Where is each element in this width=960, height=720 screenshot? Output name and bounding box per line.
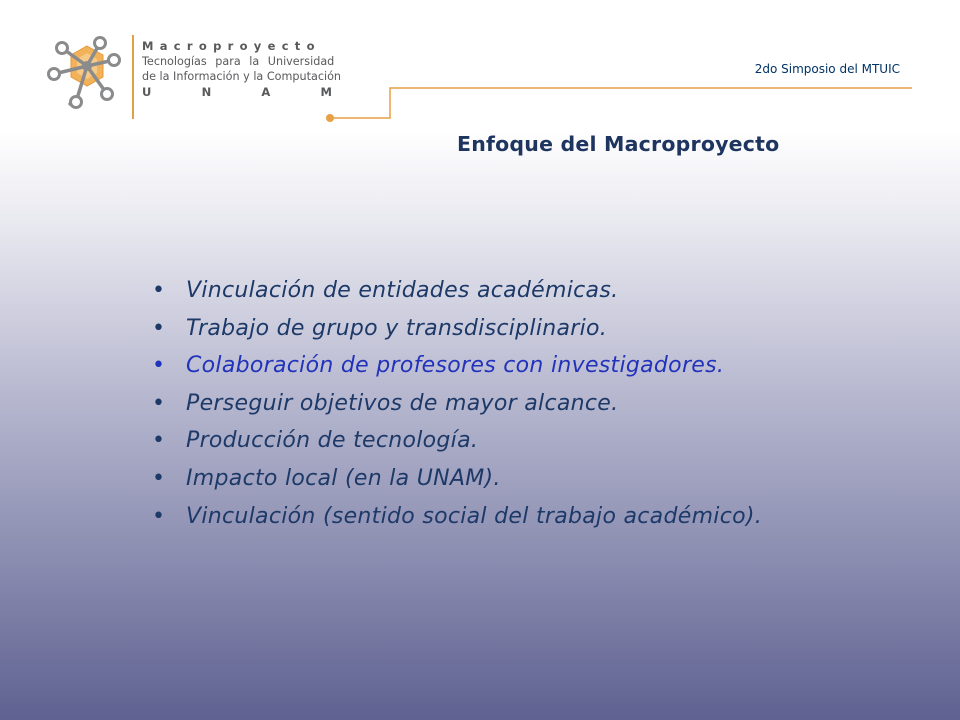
bullet-list [152,273,762,536]
logo-title: Macroproyecto [142,39,321,53]
logo-unam-letter: U [142,85,152,99]
bullet-dot: • [152,278,166,303]
logo-subtitle-line-2: de la Información y la Computación [142,70,342,83]
bullet-dot: • [152,428,166,454]
bullet-item [152,499,762,537]
bullet-item [152,423,762,461]
bullet-text: Vinculación (sentido social del trabajo académico). [186,503,763,529]
bullet-dot: • [152,315,166,341]
bullet-item [152,311,762,349]
bullet-dot: • [152,353,166,379]
logo-unam-letter: A [261,85,271,99]
slide-title: Enfoque del Macroproyecto [457,132,780,156]
bullet-item [152,461,762,499]
bullet-item-highlighted [152,348,762,386]
logo-divider [132,35,134,119]
bullet-dot: • [152,390,166,416]
bullet-item [152,273,762,311]
logo-subtitle-line-1: Tecnologías para la Universidad [142,55,335,68]
bullet-text: Perseguir objetivos de mayor alcance. [186,390,619,416]
event-name: 2do Simposio del MTUIC [754,62,900,76]
logo-unam-letter: M [320,85,332,99]
bullet-item [152,386,762,424]
bullet-text: Colaboración de profesores con investigadores. [186,353,725,379]
bullet-text: Producción de tecnología. [186,428,479,454]
bullet-dot: • [152,503,166,529]
bullet-text: Trabajo de grupo y transdisciplinario. [186,315,608,341]
macroproyecto-logo [40,30,340,125]
bullet-text: Vinculación de entidades académicas. [186,278,619,303]
logo-unam [142,85,332,99]
logo-unam-letter: N [201,85,212,99]
bullet-dot: • [152,465,166,491]
network-hexagon-icon [40,30,135,122]
bullet-text: Impacto local (en la UNAM). [186,465,501,491]
